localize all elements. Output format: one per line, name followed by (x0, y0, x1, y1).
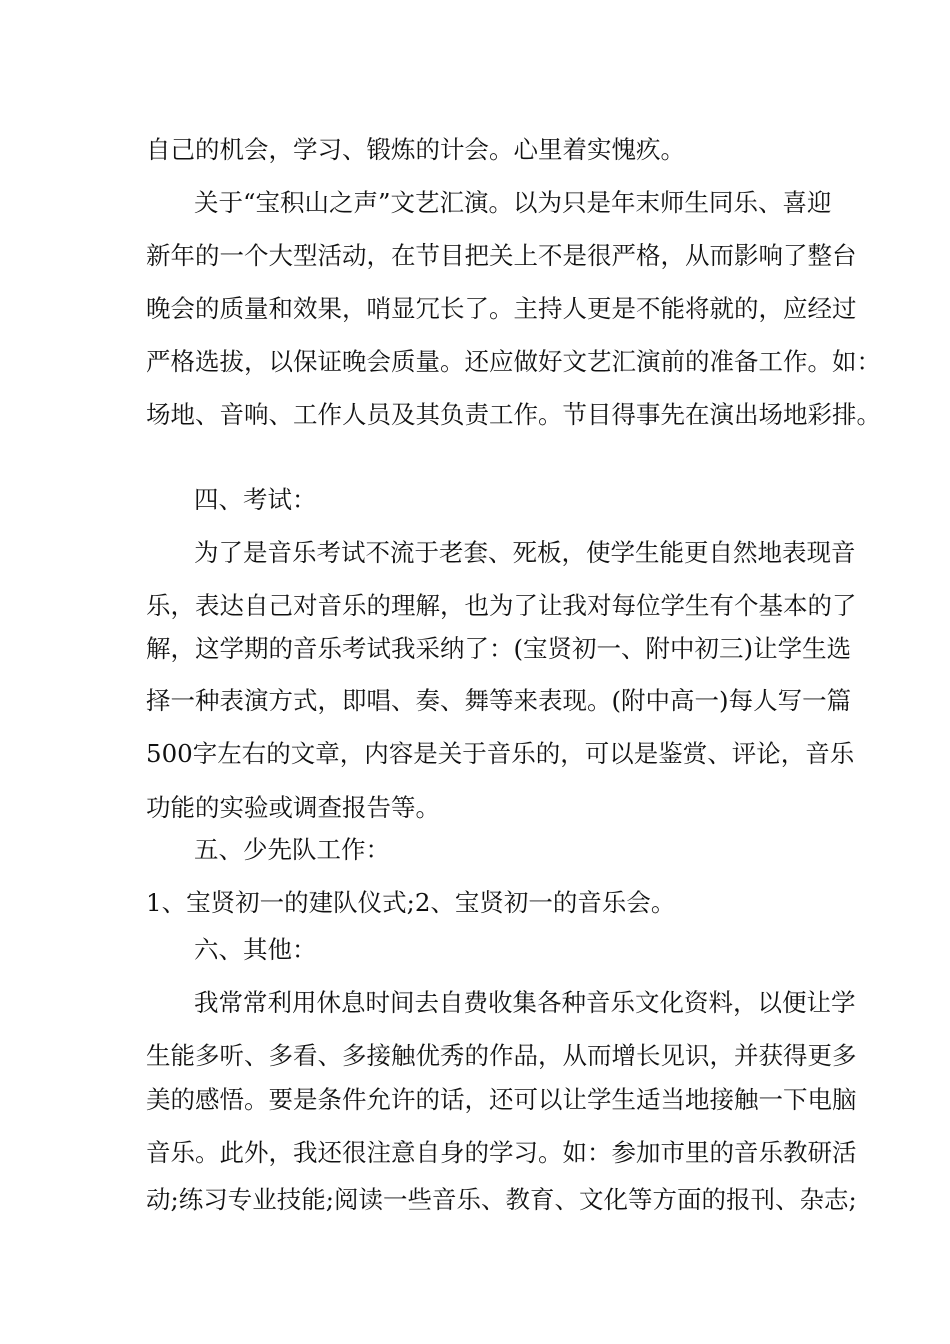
text-line: 择一种表演方式，即唱、奏、舞等来表现。(附中高一)每人写一篇 (146, 686, 852, 715)
text-line: 新年的一个大型活动，在节目把关上不是很严格，从而影响了整台 (146, 241, 857, 270)
text-line: 功能的实验或调查报告等。 (146, 793, 440, 822)
text-line: 生能多听、多看、多接触优秀的作品，从而增长见识，并获得更多 (146, 1041, 857, 1070)
text-line: 音乐。此外，我还很注意自身的学习。如：参加市里的音乐教研活 (146, 1138, 857, 1167)
text-line: 自己的机会，学习、锻炼的计会。心里着实愧疚。 (146, 135, 685, 164)
text-line: 动;练习专业技能;阅读一些音乐、教育、文化等方面的报刊、杂志; (146, 1185, 857, 1214)
paragraph-first-line: 我常常利用休息时间去自费收集各种音乐文化资料，以便让学 (194, 988, 856, 1017)
paragraph-first-line: 为了是音乐考试不流于老套、死板，使学生能更自然地表现音 (194, 538, 856, 567)
paragraph-first-line: 关于“宝积山之声”文艺汇演。以为只是年末师生同乐、喜迎 (194, 188, 832, 217)
text-line: 500字左右的文章，内容是关于音乐的，可以是鉴赏、评论，音乐 (146, 739, 855, 768)
list-item: 1、宝贤初一的建队仪式;2、宝贤初一的音乐会。 (146, 888, 676, 917)
section-heading-other: 六、其他： (194, 935, 317, 964)
section-heading-pioneers: 五、少先队工作： (194, 835, 390, 864)
text-line: 场地、音响、工作人员及其负责工作。节目得事先在演出场地彩排。 (146, 400, 881, 429)
text-line: 严格选拔，以保证晚会质量。还应做好文艺汇演前的准备工作。如： (146, 347, 881, 376)
text-line: 晚会的质量和效果，哨显冗长了。主持人更是不能将就的，应经过 (146, 294, 857, 323)
text-line: 美的感悟。要是条件允许的话，还可以让学生适当地接触一下电脑 (146, 1085, 857, 1114)
text-line: 解，这学期的音乐考试我采纳了：(宝贤初一、附中初三)让学生选 (146, 634, 852, 663)
text-line: 乐，表达自己对音乐的理解，也为了让我对每位学生有个基本的了 (146, 591, 857, 620)
section-heading-exam: 四、考试： (194, 485, 317, 514)
